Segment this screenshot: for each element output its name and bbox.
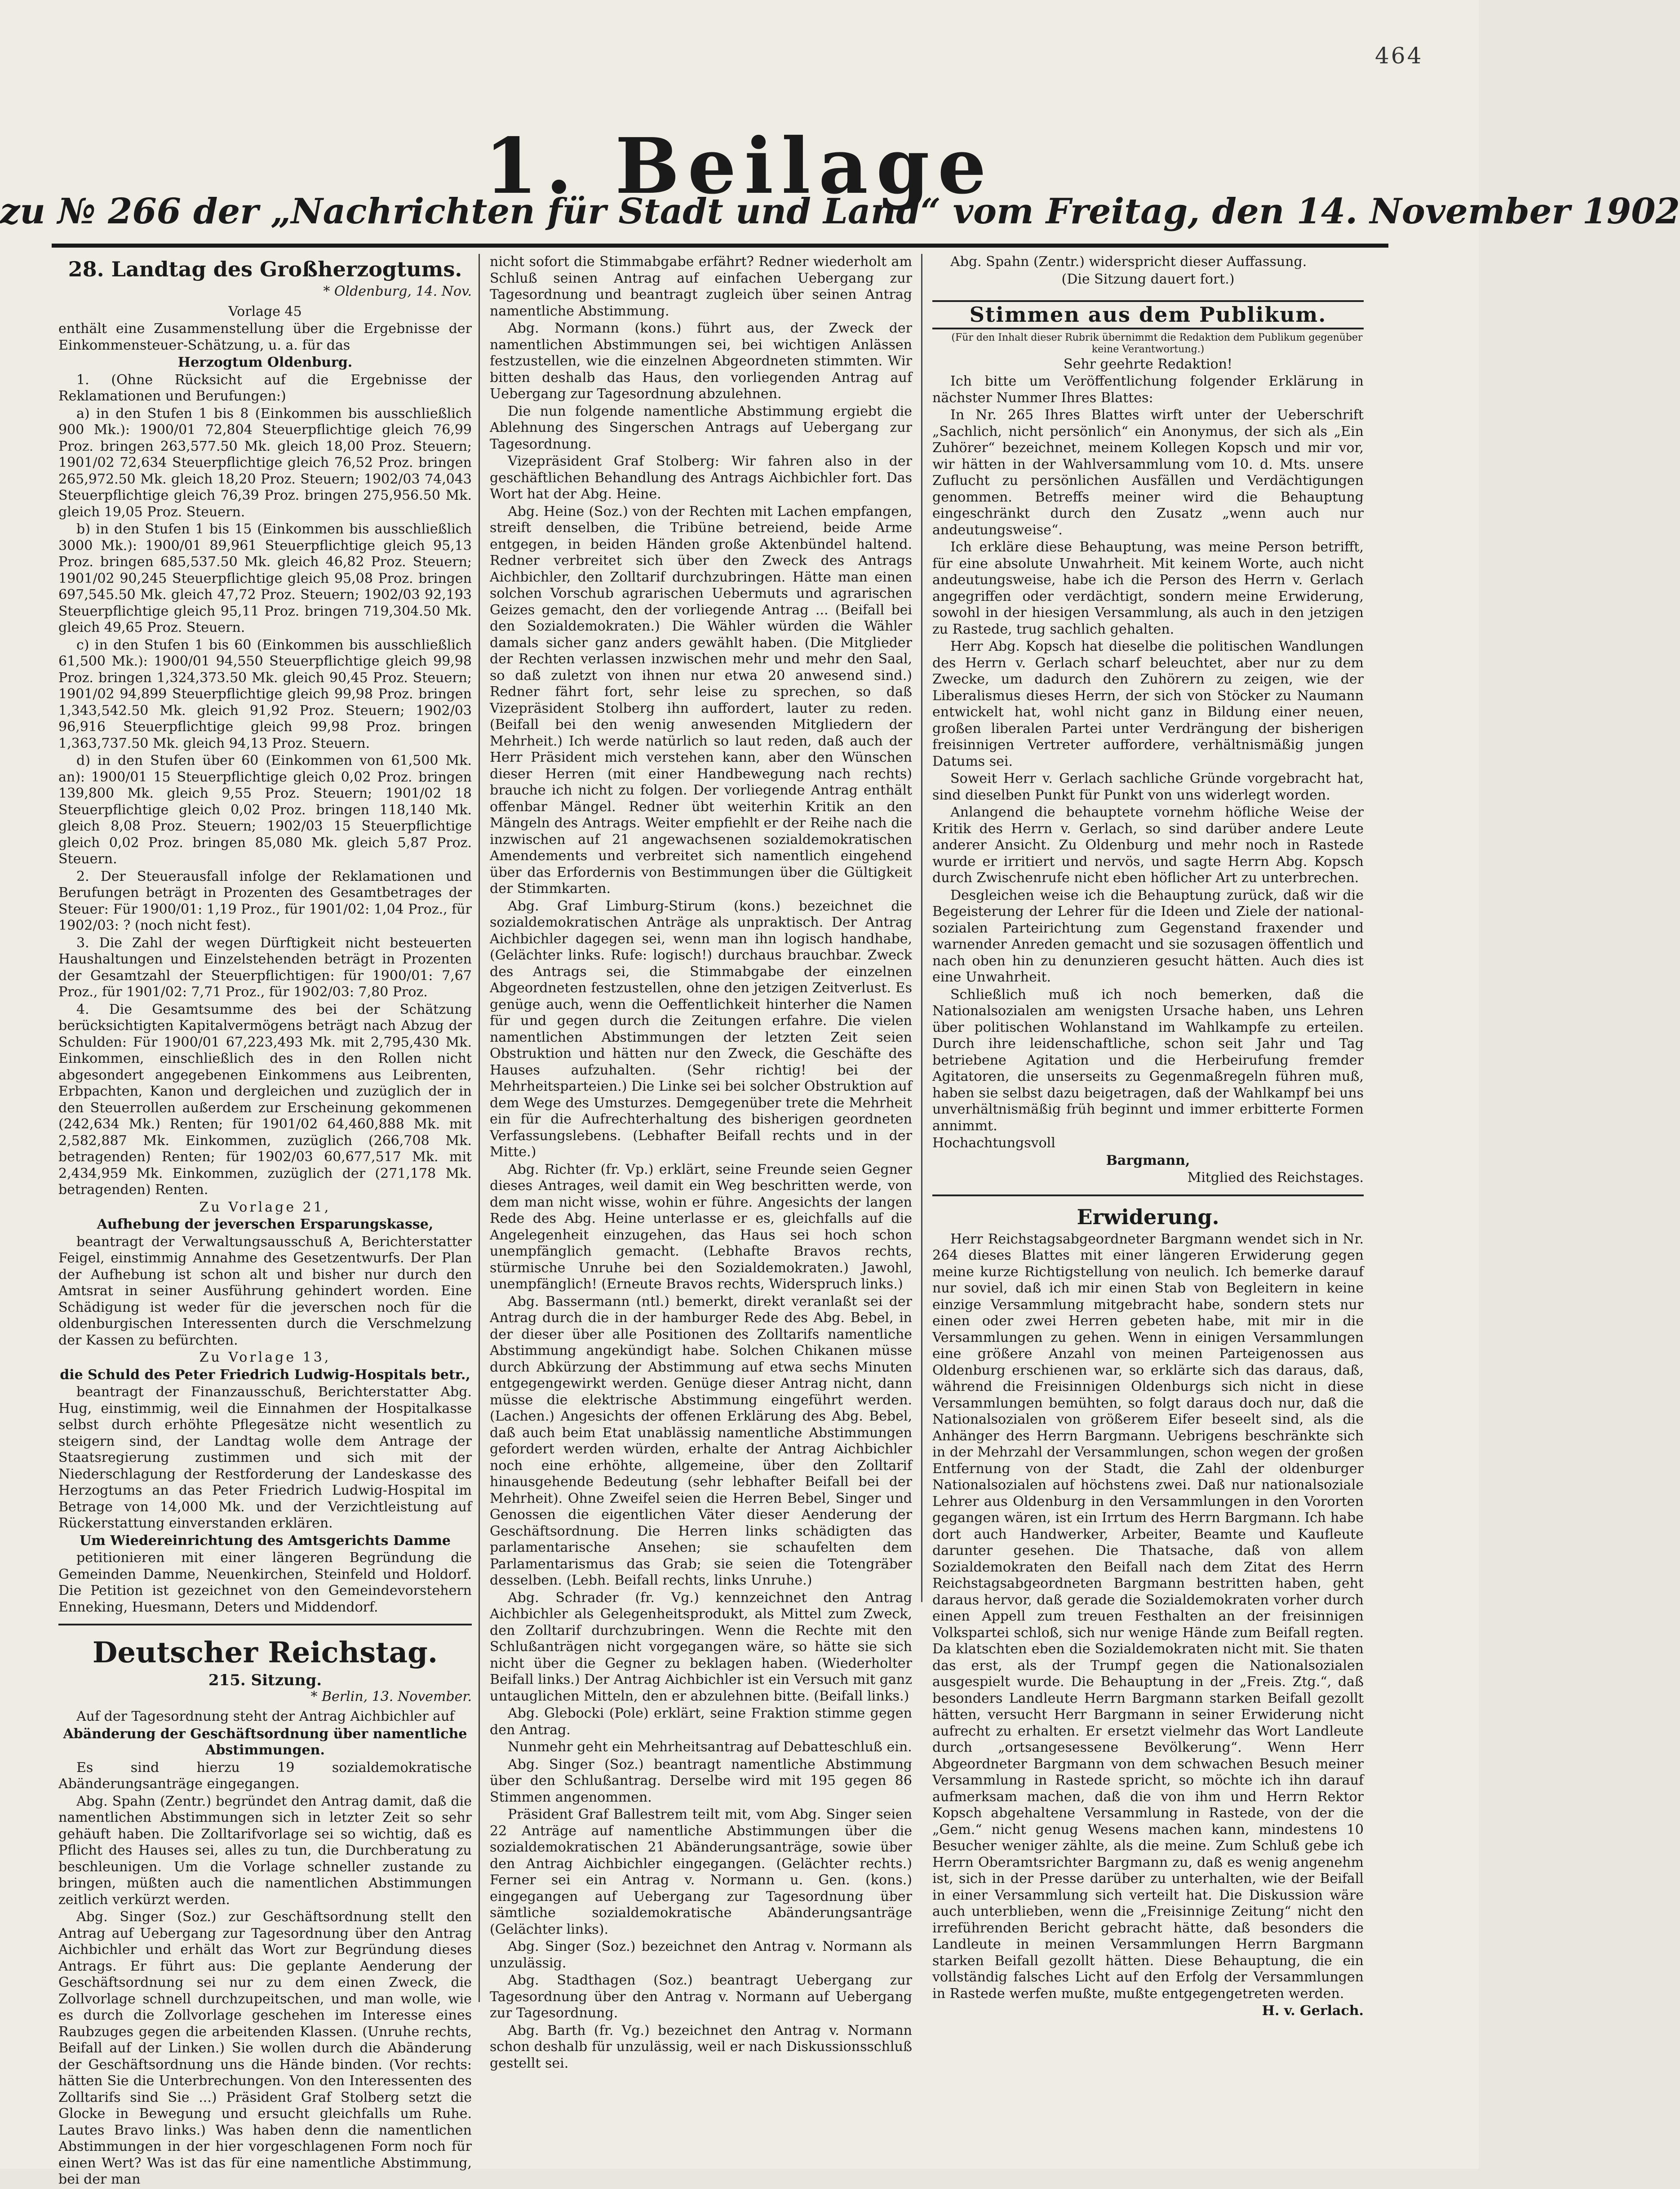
- reichstag-dateline: * Berlin, 13. November.: [310, 1688, 472, 1705]
- paragraph: Ich erkläre diese Behauptung, was meine Person betrifft, für eine absolute Unwahrheit. Mit keinem Worte, auch nicht andeutungsweise, habe ich die Person des Herrn v. Gerlach angegriffen oder verdächtigt, sondern meine Erwiderung, sowohl in der hiesigen Versammlung, als auch in den jetzigen zu Rastede, trug sachlich gehalten.: [932, 539, 1364, 637]
- column-divider-2: [921, 254, 922, 1602]
- paragraph: Abg. Spahn (Zentr.) begründet den Antrag damit, daß die namentlichen Abstimmungen sich in letzter Zeit so sehr gehäuft haben. Die Zolltarifvorlage sei so wichtig, daß es Pflicht des Hauses sei, alles zu tun, die Durchberatung zu beschleunigen. Um die Vorlage schneller zustande zu bringen, müßten auch die namentlichen Abstimmungen zeitlich verkürzt werden.: [58, 1793, 472, 1908]
- landtag-dateline: * Oldenburg, 14. Nov.: [323, 284, 472, 299]
- paragraph: Abg. Singer (Soz.) zur Geschäftsordnung stellt den Antrag auf Uebergang zur Tagesordnung über den Antrag Aichbichler und erhält das Wort zur Begründung dieses Antrags. Er führt aus: Die geplante Aenderung der Geschäftsordnung sei nur zu dem einen Zweck, die Zollvorlage schnell durchzupeitschen, und man wolle, wie es durch die Zollvorlage geschehen im Interesse eines Raubzuges gegen die arbeitenden Klassen. (Unruhe rechts, Beifall auf der Linken.) Sie wollen durch die Abänderung der Geschäftsordnung uns die Hände binden. (Vor rechts: hätten Sie die Unterbrechungen. Von den Interessenten des Zolltarifs sind Sie ...) Präsident Graf Stolberg setzt die Glocke in Bewegung und ersucht gleichfalls um Ruhe. Lautes Bravo links.) Was haben denn die namentlichen Abstimmungen in der hier vorgeschlagenen Form noch für einen Wert? Was ist das für eine namentliche Abstimmung, bei der man: [58, 1909, 472, 2187]
- signature-bargmann: Bargmann,: [1106, 1152, 1190, 1168]
- page-number: 464: [1375, 43, 1423, 69]
- vorlage-45-label: Vorlage 45: [228, 303, 302, 320]
- vorlage-45-intro: enthält eine Zusammenstellung über die Ergebnisse der Einkommensteuer-Schätzung, u. a. für das: [58, 321, 472, 353]
- stimmen-disclaimer: (Für den Inhalt dieser Rubrik übernimmt die Redaktion dem Publikum gegenüber keine Verantwortung.): [951, 332, 1363, 355]
- paragraph: In Nr. 265 Ihres Blattes wirft unter der Ueberschrift „Sachlich, nicht persönlich“ ein Anonymus, der sich als „Ein Zuhörer“ bezeichnet, meinem Kollegen Kopsch und mir vor, wir hätten in der Wahlversammlung vom 10. d. Mts. unsere Zuflucht zu persönlichen Ausfällen und Verdächtigungen genommen. Betreffs meiner wird die Behauptung eingeschränkt durch den Zusatz „wenn auch nur andeutungsweise“.: [932, 407, 1364, 538]
- paragraph: Desgleichen weise ich die Behauptung zurück, daß wir die Begeisterung der Lehrer für die Ideen und Ziele der national-sozialen Parteirichtung zum Gegenstand fraxender und warnender Anreden gemacht und sie sozusagen öffentlich und nach oben hin zu denunzieren gesucht hätten. Auch dies ist eine Unwahrheit.: [932, 887, 1364, 985]
- paragraph: Ich bitte um Veröffentlichung folgender Erklärung in nächster Nummer Ihres Blattes:: [932, 373, 1364, 406]
- paragraph: 1. (Ohne Rücksicht auf die Ergebnisse der Reklamationen und Berufungen:): [58, 372, 472, 404]
- paragraph: c) in den Stufen 1 bis 60 (Einkommen bis ausschließlich 61,500 Mk.): 1900/01 94,550 Steuerpflichtige gleich 99,98 Proz. bringen 1,324,373.50 Mk. gleich 90,45 Proz. Steuern; 1901/02 94,899 Steuerpflichtige gleich 99,98 Proz. bringen 1,343,542.50 Mk. gleich 91,92 Proz. Steuern; 1902/03 96,916 Steuerpflichtige gleich 99,98 Proz. bringen 1,363,737.50 Mk. gleich 94,13 Proz. Steuern.: [58, 637, 472, 751]
- paragraph: Die nun folgende namentliche Abstimmung ergiebt die Ablehnung des Singerschen Antrags auf Uebergang zur Tagesordnung.: [490, 403, 912, 452]
- column-1: [58, 254, 472, 2189]
- paragraph: Abg. Spahn (Zentr.) widerspricht dieser Auffassung.: [950, 254, 1307, 270]
- paragraph: Herr Abg. Kopsch hat dieselbe die politischen Wandlungen des Herrn v. Gerlach scharf beleuchtet, aber nur zu dem Zwecke, um dadurch den Zuhörern zu zeigen, wie der Liberalismus dieses Herrn, der sich von Stöcker zu Naumann entwickelt hat, wohl nicht ganz in Bildung einer neuen, großen liberalen Partei unter Verdrängung der bisherigen freisinnigen Vertreter auffordere, verhältnismäßig jungen Datums sei.: [932, 639, 1364, 769]
- masthead-rule: [52, 244, 1388, 248]
- paragraph: 4. Die Gesamtsumme des bei der Schätzung berücksichtigten Kapitalvermögens beträgt nach Abzug der Schulden: Für 1900/01 67,223,493 Mk. mit 2,795,430 Mk. Einkommen, einschließlich des in den Rollen nicht abgesondert angegebenen Einkommens aus Leibrenten, Erbpachten, Kanon und dergleichen und zuzüglich der in den Steuerrollen außerdem zur Erscheinung gekommenen (242,634 Mk.) Renten; für 1901/02 64,460,888 Mk. mit 2,582,887 Mk. Einkommen, zuzüglich (266,708 Mk. betragenden) Renten; für 1902/03 60,677,517 Mk. mit 2,434,959 Mk. Einkommen, zuzüglich der (271,178 Mk. betragenden) Renten.: [58, 1001, 472, 1198]
- paragraph: beantragt der Finanzausschuß, Berichterstatter Abg. Hug, einstimmig, weil die Einnahmen der Hospitalkasse selbst durch erhöhte Pflegesätze nicht wesentlich zu steigern sind, der Landtag wolle dem Antrage der Staatsregierung zustimmen und sich mit der Niederschlagung der Restforderung der Landeskasse des Herzogtums an das Peter Friedrich Ludwig-Hospital im Betrage von 14,000 Mk. und der Verzichtleistung auf Rückerstattung einverstanden erklären.: [58, 1384, 472, 1531]
- paragraph: Auf der Tagesordnung steht der Antrag Aichbichler auf: [76, 1709, 455, 1724]
- vorlage-13-title: die Schuld des Peter Friedrich Ludwig-Hospitals betr.,: [60, 1367, 470, 1383]
- reichstag-heading: Deutscher Reichstag.: [92, 1636, 438, 1670]
- paragraph: a) in den Stufen 1 bis 8 (Einkommen bis ausschließlich 900 Mk.): 1900/01 72,804 Steuerpflichtige gleich 76,99 Proz. bringen 263,577.50 Mk. gleich 18,00 Proz. Steuern; 1901/02 72,634 Steuerpflichtige gleich 76,52 Proz. bringen 265,972.50 Mk. gleich 18,20 Proz. Steuern; 1902/03 74,043 Steuerpflichtige gleich 76,39 Proz. bringen 275,956.50 Mk. gleich 19,05 Proz. Steuern.: [58, 405, 472, 520]
- vorlage-21-title: Aufhebung der jeverschen Ersparungskasse,: [97, 1217, 434, 1232]
- paragraph: Abg. Schrader (fr. Vg.) kennzeichnet den Antrag Aichbichler als Gelegenheitsprodukt, als Mittel zum Zweck, den Zolltarif durchzubringen. Wenn die Rechte mit den Schlußanträgen nicht vorgegangen wäre, so hätte sie sich nicht über die Gegner zu beklagen haben. (Wiederholter Beifall links.) Der Antrag Aichbichler ist ein Versuch mit ganz untauglichen Mitteln, den er abzulehnen bitte. (Beifall links.): [490, 1590, 912, 1704]
- salutation: Sehr geehrte Redaktion!: [1064, 356, 1232, 372]
- herzogtum-label: Herzogtum Oldenburg.: [177, 355, 353, 370]
- paragraph: Abg. Richter (fr. Vp.) erklärt, seine Freunde seien Gegner dieses Antrages, weil damit ein Weg beschritten werde, von dem man nicht wisse, wohin er führe. Angesichts der langen Rede des Abg. Heine unterlasse er es, gleichfalls auf die Angelegenheit einzugehen, das Haus sei hoch schon unempfänglich gemacht. (Lebhafte Bravos rechts, stürmische Unruhe bei den Sozialdemokraten.) Jawohl, unempfänglich! (Erneute Bravos rechts, Widerspruch links.): [490, 1161, 912, 1292]
- paragraph: Abg. Singer (Soz.) beantragt namentliche Abstimmung über den Schlußantrag. Derselbe wird mit 195 gegen 86 Stimmen angenommen.: [490, 1756, 912, 1805]
- paragraph: petitionieren mit einer längeren Begründung die Gemeinden Damme, Neuenkirchen, Steinfeld und Holdorf. Die Petition ist gezeichnet von den Gemeindevorstehern Enneking, Huesmann, Deters und Middendorf.: [58, 1550, 472, 1615]
- paragraph: 3. Die Zahl der wegen Dürftigkeit nicht besteuerten Haushaltungen und Einzelstehenden beträgt in Prozenten der Gesamtzahl der Steuerpflichtigen: für 1900/01: 7,67 Proz., für 1901/02: 7,71 Proz., für 1902/03: 7,80 Proz.: [58, 935, 472, 1000]
- column-2: [490, 254, 912, 2073]
- column-divider-1: [479, 254, 480, 2002]
- paragraph: Präsident Graf Ballestrem teilt mit, vom Abg. Singer seien 22 Anträge auf namentliche Abstimmungen über die sozialdemokratischen 21 Abänderungsanträge, sowie über den Antrag Aichbichler eingegangen. (Gelächter rechts.) Ferner sei ein Antrag v. Normann u. Gen. (kons.) eingegangen auf Uebergang zur Tagesordnung über sämtliche sozialdemokratische Abänderungsanträge (Gelächter links).: [490, 1807, 912, 1937]
- paragraph: Abg. Singer (Soz.) bezeichnet den Antrag v. Normann als unzulässig.: [490, 1939, 912, 1971]
- damme-title: Um Wiedereinrichtung des Amtsgerichts Damme: [79, 1532, 451, 1549]
- reichstag-topic: Abänderung der Geschäftsordnung über namentliche Abstimmungen.: [63, 1726, 467, 1758]
- paragraph: d) in den Stufen über 60 (Einkommen von 61,500 Mk. an): 1900/01 15 Steuerpflichtige gleich 0,02 Proz. bringen 139,800 Mk. gleich 9,55 Proz. Steuern; 1901/02 18 Steuerpflichtige gleich 0,02 Proz. bringen 118,140 Mk. gleich 8,08 Proz. Steuern; 1902/03 15 Steuerpflichtige gleich 0,02 Proz. bringen 85,080 Mk. gleich 5,87 Proz. Steuern.: [58, 753, 472, 867]
- section-rule: [58, 1624, 472, 1625]
- signature-role: Mitglied des Reichstages.: [1187, 1170, 1364, 1186]
- paragraph: Abg. Barth (fr. Vg.) bezeichnet den Antrag v. Normann schon deshalb für unzulässig, weil er nach Diskussionsschluß gestellt sei.: [490, 2022, 912, 2071]
- closing: Hochachtungsvoll: [932, 1135, 1055, 1151]
- paragraph: Vizepräsident Graf Stolberg: Wir fahren also in der geschäftlichen Behandlung des Antrags Aichbichler fort. Das Wort hat der Abg. Heine.: [490, 453, 912, 502]
- landtag-heading: 28. Landtag des Großherzogtums.: [68, 257, 462, 281]
- vorlage-13-label: Zu Vorlage 13,: [199, 1350, 331, 1365]
- sitzung-label: 215. Sitzung.: [208, 1671, 322, 1689]
- paragraph: Schließlich muß ich noch bemerken, daß die Nationalsozialen am wenigsten Ursache haben, uns Lehren über politischen Wohlanstand im Wahlkampfe zu erteilen. Durch ihre leidenschaftliche, schon seit Jahr und Tag betriebene Agitation und die Herbeirufung fremder Agitatoren, die unserseits zu Gegenmaßregeln führen muß, haben sie selbst dazu beigetragen, daß der Wahlkampf bei uns unverhältnismäßig früh beginnt und immer erbitterte Formen annimmt.: [932, 986, 1364, 1134]
- paragraph: Soweit Herr v. Gerlach sachliche Gründe vorgebracht hat, sind dieselben Punkt für Punkt von uns widerlegt worden.: [932, 771, 1364, 803]
- vorlage-21-label: Zu Vorlage 21,: [199, 1199, 331, 1215]
- paragraph: Abg. Bassermann (ntl.) bemerkt, direkt veranlaßt sei der Antrag durch die in der hamburger Rede des Abg. Bebel, in der dieser über alle Positionen des Zolltarifs namentliche Abstimmung angekündigt habe. Solchen Chikanen müsse durch Abkürzung der Abstimmung auf etwa sechs Minuten entgegengewirkt werden. Genüge dieser Antrag nicht, dann müsse die elektrische Abstimmung eingeführt werden. (Lachen.) Angesichts der offenen Erklärung des Abg. Bebel, daß auch beim Etat unablässig namentliche Abstimmungen gefordert werden würden, erhalte der Antrag Aichbichler noch eine erhöhte, allgemeine, über den Zolltarif hinausgehende Bedeutung (sehr lebhafter Beifall bei der Mehrheit). Ohne Zweifel seien die Herren Bebel, Singer und Genossen die eigentlichen Väter dieser Aenderung der Geschäftsordnung. Die Herren links schädigten das parlamentarische Ansehen; sie schaufelten dem Parlamentarismus das Grab; sie seien die Totengräber desselben. (Lebh. Beifall rechts, links Unruhe.): [490, 1293, 912, 1588]
- supplement-title: 1. Beilage: [484, 121, 994, 211]
- signature-gerlach: H. v. Gerlach.: [1262, 2003, 1364, 2019]
- section-rule: [932, 1194, 1364, 1196]
- issue-subtitle: zu № 266 der „Nachrichten für Stadt und Land“ vom Freitag, den 14. November 1902: [0, 191, 1680, 232]
- column-3: [932, 254, 1364, 2020]
- erwiderung-heading: Erwiderung.: [1077, 1204, 1219, 1229]
- paragraph: Es sind hierzu 19 sozialdemokratische Abänderungsanträge eingegangen.: [58, 1759, 472, 1792]
- paragraph: Abg. Graf Limburg-Stirum (kons.) bezeichnet die sozialdemokratischen Anträge als unpraktisch. Der Antrag Aichbichler dagegen sei, wenn man ihn logisch handhabe, (Gelächter links. Rufe: logisch!) durchaus brauchbar. Zweck des Antrags sei, die Stimmabgabe der einzelnen Abgeordneten festzustellen, ohne den jetzigen Zeitverlust. Es genüge auch, wenn die Oeffentlichkeit hinterher die Namen für und gegen durch die Zeitungen erfahre. Die vielen namentlichen Abstimmungen der letzten Zeit seien Obstruktion und hätten nur den Zweck, die Geschäfte des Hauses aufzuhalten. (Sehr richtig! bei der Mehrheitsparteien.) Die Linke sei bei solcher Obstruktion auf dem Wege des Umsturzes. Demgegenüber trete die Mehrheit ein für die Aufrechterhaltung des bisherigen geordneten Verfassungslebens. (Lebhafter Beifall rechts und in der Mitte.): [490, 898, 912, 1160]
- paragraph: b) in den Stufen 1 bis 15 (Einkommen bis ausschließlich 3000 Mk.): 1900/01 89,961 Steuerpflichtige gleich 95,13 Proz. bringen 685,537.50 Mk. gleich 46,82 Proz. Steuern; 1901/02 90,245 Steuerpflichtige gleich 95,08 Proz. bringen 697,545.50 Mk. gleich 47,72 Proz. Steuern; 1902/03 92,193 Steuerpflichtige gleich 95,11 Proz. bringen 719,304.50 Mk. gleich 49,65 Proz. Steuern.: [58, 521, 472, 635]
- paragraph: Anlangend die behauptete vornehm höfliche Weise der Kritik des Herrn v. Gerlach, so sind darüber andere Leute anderer Ansicht. Zu Oldenburg und mehr noch in Rastede wurde er irritiert und nervös, und sagte Herrn Abg. Kopsch durch Zwischenrufe nicht eben höflicher Art zu unterbrechen.: [932, 804, 1364, 886]
- paragraph: 2. Der Steuerausfall infolge der Reklamationen und Berufungen beträgt in Prozenten des Gesamtbetrages der Steuer: Für 1900/01: 1,19 Proz., für 1901/02: 1,04 Proz., für 1902/03: ? (noch nicht fest).: [58, 868, 472, 933]
- paragraph: Nunmehr geht ein Mehrheitsantrag auf Debatteschluß ein.: [508, 1739, 912, 1755]
- stimmen-heading: Stimmen aus dem Publikum.: [932, 300, 1364, 329]
- sitzung-dauert-fort: (Die Sitzung dauert fort.): [1061, 271, 1235, 287]
- paragraph: nicht sofort die Stimmabgabe erfährt? Redner wiederholt am Schluß seinen Antrag auf einfachen Uebergang zur Tagesordnung und beantragt zugleich über seinen Antrag namentliche Abstimmung.: [490, 254, 912, 319]
- paragraph: Herr Reichstagsabgeordneter Bargmann wendet sich in Nr. 264 dieses Blattes mit einer längeren Erwiderung gegen meine kurze Richtigstellung von neulich. Ich bemerke darauf nur soviel, daß ich mir einen Stab von Begleitern in keine einzige Versammlung mitgebracht habe, sondern stets nur einen oder zwei Herren gebeten habe, mit mir in die Versammlungen zu gehen. Wenn in einigen Versammlungen eine größere Anzahl von meinen Parteigenossen aus Oldenburg erschienen war, so erklärte sich das daraus, daß, während die Freisinnigen Oldenburgs sich nicht in diese Versammlungen bemühten, so folgt daraus doch nur, daß die Nationalsozialen von größerem Eifer beseelt sind, als die Anhänger des Herrn Bargmann. Uebrigens beschränkte sich in der Mehrzahl der Versammlungen, schon wegen der großen Entfernung von der Stadt, die Zahl der oldenburger Nationalsozialen auf höchstens zwei. Daß nur nationalsoziale Lehrer aus Oldenburg in den Versammlungen in den Vororten gegangen wären, ist ein Irrtum des Herrn Bargmann. Ich habe dort auch Handwerker, Arbeiter, Beamte und Kaufleute darunter gesehen. Die Thatsache, daß von allem Sozialdemokraten den Beifall nach dem Zitat des Herrn Reichstagsabgeordneten Bargmann bestritten haben, geht daraus hervor, daß gerade die Sozialdemokraten vorher durch einen Appell zum treuen Festhalten an der freisinnigen Volkspartei schloß, sich nur wenige Hände zum Beifall regten. Da klatschten eben die Sozialdemokraten nicht mit. Sie thaten das erst, als der Trumpf gegen die Nationalsozialen ausgespielt wurde. Die Behauptung in der „Freis. Ztg.“, daß besonders Landleute Herrn Bargmann starken Beifall gezollt hätten, versucht Herr Bargmann in seiner Erwiderung nicht aufrecht zu erhalten. Er ersetzt vielmehr das Wort Landleute durch „ortsangesessene Bevölkerung“. Wenn Herr Abgeordneter Bargmann von dem schwachen Besuch meiner Versammlung in Rastede spricht, so möchte ich ihn darauf aufmerksam machen, daß die von ihm und Herrn Rektor Kopsch abgehaltene Versammlung in Rastede, von der die „Gem.“ nicht genug Wesens machen kann, mindestens 10 Besucher weniger zählte, als die meine. Zum Schluß gebe ich Herrn Oberamtsrichter Bargmann zu, daß es wenig angenehm ist, sich in der Presse darüber zu unterhalten, wie der Beifall in einer Versammlung sich verteilt hat. Die Diskussion wäre auch unterblieben, wenn die „Freisinnige Zeitung“ nicht den irreführenden Bericht gebracht hätte, daß besonders die Landleute in meinen Versammlungen Herrn Bargmann starken Beifall gezollt hätten. Diese Behauptung, die ein vollständig falsches Licht auf den Erfolg der Versammlungen in Rastede werfen mußte, mußte entgegengetreten werden.: [932, 1231, 1364, 2002]
- paragraph: Abg. Normann (kons.) führt aus, der Zweck der namentlichen Abstimmungen sei, bei wichtigen Anlässen festzustellen, wie die einzelnen Abgeordneten stimmten. Wir bitten deshalb das Haus, den vorliegenden Antrag auf Uebergang zur Tagesordnung abzulehnen.: [490, 320, 912, 402]
- paragraph: Abg. Heine (Soz.) von der Rechten mit Lachen empfangen, streift denselben, die Tribüne betreiend, beide Arme entgegen, in beiden Händen große Aktenbündel haltend. Redner verbreitet sich über den Zweck des Antrags Aichbichler, den Zolltarif durchzubringen. Hätte man einen solchen Vorschub agrarischen Uebermuts und agrarischen Geizes gemacht, den der vorliegende Antrag ... (Beifall bei den Sozialdemokraten.) Die Wähler würden die Wähler damals sicher ganz anders gewählt haben. (Die Mitglieder der Rechten verlassen inzwischen mehr und mehr den Saal, so daß zuletzt von ihnen nur etwa 20 anwesend sind.) Redner fährt fort, sehr leise zu sprechen, so daß Vizepräsident Stolberg ihn auffordert, lauter zu reden. (Beifall bei den wenig anwesenden Mitgliedern der Mehrheit.) Ich werde natürlich so laut reden, daß auch der Herr Präsident mich verstehen kann, aber den Wünschen dieser Herren (mit einer Handbewegung nach rechts) brauche ich nicht zu folgen. Der vorliegende Antrag enthält offenbar Mängel. Redner übt weiterhin Kritik an den Mängeln des Antrags. Weiter empfiehlt er der Reihe nach die inzwischen auf 21 angewachsenen sozialdemokratischen Amendements und verbreitet sich namentlich eingehend über das Erfordernis von Bestimmungen über die Gültigkeit der Stimmkarten.: [490, 503, 912, 897]
- paragraph: beantragt der Verwaltungsausschuß A, Berichterstatter Feigel, einstimmig Annahme des Gesetzentwurfs. Der Plan der Aufhebung ist schon alt und bisher nur durch den Amtsrat in seiner Ausführung gehindert worden. Eine Schädigung ist weder für die jeverschen noch für die oldenburgischen Interessenten durch die Verschmelzung der Kassen zu befürchten.: [58, 1234, 472, 1348]
- paragraph: Abg. Stadthagen (Soz.) beantragt Uebergang zur Tagesordnung über den Antrag v. Normann auf Uebergang zur Tagesordnung.: [490, 1972, 912, 2021]
- paragraph: Abg. Glebocki (Pole) erklärt, seine Fraktion stimme gegen den Antrag.: [490, 1705, 912, 1738]
